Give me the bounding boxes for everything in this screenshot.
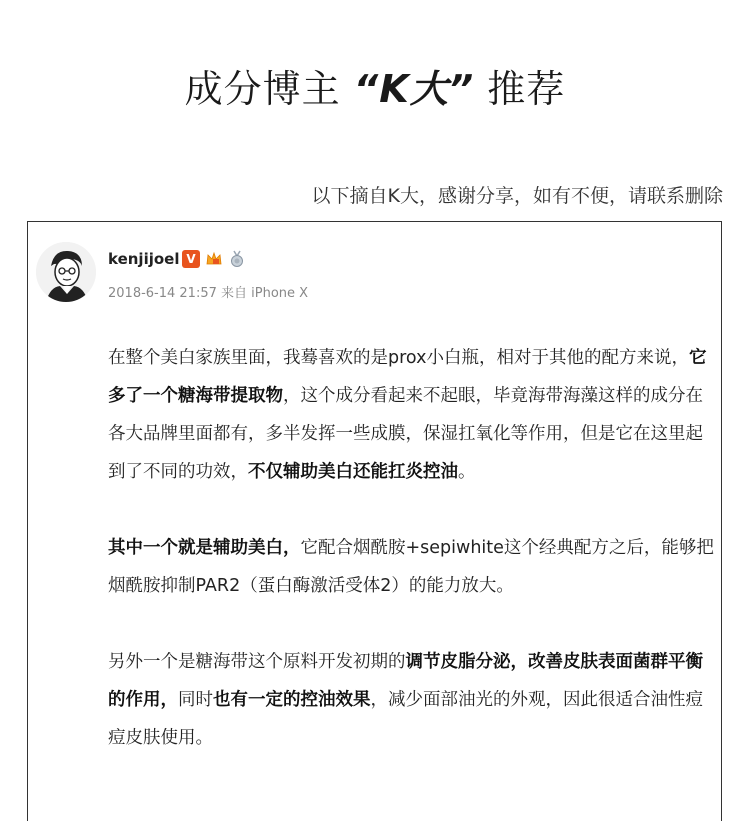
bold-text-segment: 也有一定的控油效果 [213,690,371,710]
badge-group [182,250,246,268]
title-suffix: 推荐 [487,67,566,111]
medal-badge-icon [228,250,246,268]
title-name: K大 [379,67,449,111]
title-prefix: 成分博主 [184,67,341,111]
text-segment: 它配合烟酰胺+sepiwhite这个经典配方之后，能够把烟酰胺抑制PAR2（蛋白酶激活受体2）的能力放大。 [108,538,714,596]
page-title [0,58,750,113]
text-segment: 另外一个是糖海带这个原料开发初期的 [108,652,406,672]
title-close-quote: ” [448,67,475,111]
text-segment: 。 [458,462,476,482]
text-segment: ，减少面部油光的外观，因此很适合油性痘痘皮肤使用。 [108,690,703,748]
avatar[interactable] [36,242,96,302]
post-card [27,221,722,821]
verified-v-badge-icon: V [182,250,200,268]
post-paragraph [108,339,720,491]
bold-text-segment: 它多了一个糖海带提取物 [108,348,707,406]
avatar-illustration-icon [36,242,96,302]
post-paragraph [108,643,720,757]
username[interactable]: kenjijoel [108,250,180,268]
text-segment: ，这个成分看起来不起眼，毕竟海带海藻这样的成分在各大品牌里面都有，多半发挥一些成膜，保湿扛氧化等作用，但是它在这里起到了不同的功效， [108,386,703,482]
bold-text-segment: 不仅辅助美白还能扛炎控油 [248,462,458,482]
text-segment: 同时 [178,690,213,710]
text-segment: 在整个美白家族里面，我蓦喜欢的是prox小白瓶，相对于其他的配方来说， [108,348,689,368]
title-open-quote: “ [353,67,380,111]
post-meta: 2018-6-14 21:57 来自 iPhone X [108,286,309,301]
source-note: 以下摘自K大，感谢分享，如有不便，请联系删除 [311,185,723,207]
bold-text-segment: 其中一个就是辅助美白， [108,538,301,558]
post-paragraph [108,529,720,605]
post-content [108,339,720,795]
bold-text-segment: 调节皮脂分泌，改善皮肤表面菌群平衡的作用， [108,652,703,710]
crown-badge-icon [205,250,223,268]
